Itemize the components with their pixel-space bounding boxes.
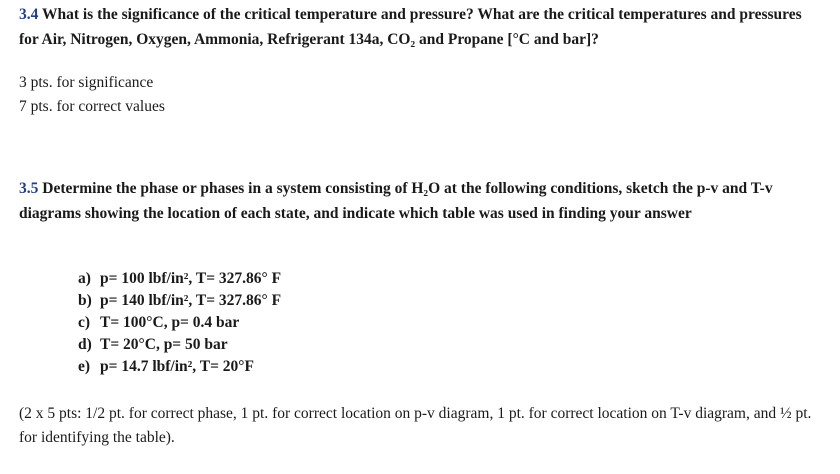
part-d-text: T= 20°C, p= 50 bar bbox=[100, 336, 228, 353]
points-correct-values: 7 pts. for correct values bbox=[19, 98, 165, 115]
question-3-4-heading bbox=[19, 2, 824, 52]
part-b-letter: b) bbox=[78, 292, 92, 309]
points-significance: 3 pts. for significance bbox=[19, 74, 154, 91]
question-3-4 bbox=[19, 2, 824, 52]
part-c-letter: c) bbox=[78, 314, 91, 331]
grading-note: (2 x 5 pts: 1/2 pt. for correct phase, 1 pt. for correct location on p-v diagram, 1 pt. for correct location on T-v diagram, and ½ pt. for identifying the table). bbox=[19, 405, 812, 446]
part-e bbox=[78, 356, 281, 378]
part-d bbox=[78, 334, 281, 356]
part-e-text: p= 14.7 lbf/in², T= 20°F bbox=[100, 358, 254, 375]
part-e-letter: e) bbox=[78, 358, 91, 375]
part-b-text: p= 140 lbf/in², T= 327.86° F bbox=[100, 292, 282, 309]
question-3-5-parts bbox=[78, 268, 281, 378]
question-3-5-text: Determine the phase or phases in a system consisting of H₂O at the following conditions, sketch the p-v and T-v diagrams showing the location of each state, and indicate which table was used in finding your answer bbox=[19, 180, 773, 222]
part-c-text: T= 100°C, p= 0.4 bar bbox=[100, 314, 240, 331]
question-3-5-number: 3.5 bbox=[19, 180, 39, 197]
part-d-letter: d) bbox=[78, 336, 92, 353]
question-3-4-text: What is the significance of the critical temperature and pressure? What are the critical temperatures and pressures for Air, Nitrogen, Oxygen, Ammonia, Refrigerant 134a, CO₂ and Propane [°C and bar]? bbox=[19, 6, 802, 48]
part-c bbox=[78, 312, 281, 334]
part-b bbox=[78, 290, 281, 312]
question-3-5-heading bbox=[19, 176, 824, 226]
part-a bbox=[78, 268, 281, 290]
question-3-4-number: 3.4 bbox=[19, 6, 39, 23]
part-a-letter: a) bbox=[78, 270, 91, 287]
question-3-4-points bbox=[19, 71, 824, 119]
question-3-5 bbox=[19, 176, 824, 226]
part-a-text: p= 100 lbf/in², T= 327.86° F bbox=[100, 270, 282, 287]
